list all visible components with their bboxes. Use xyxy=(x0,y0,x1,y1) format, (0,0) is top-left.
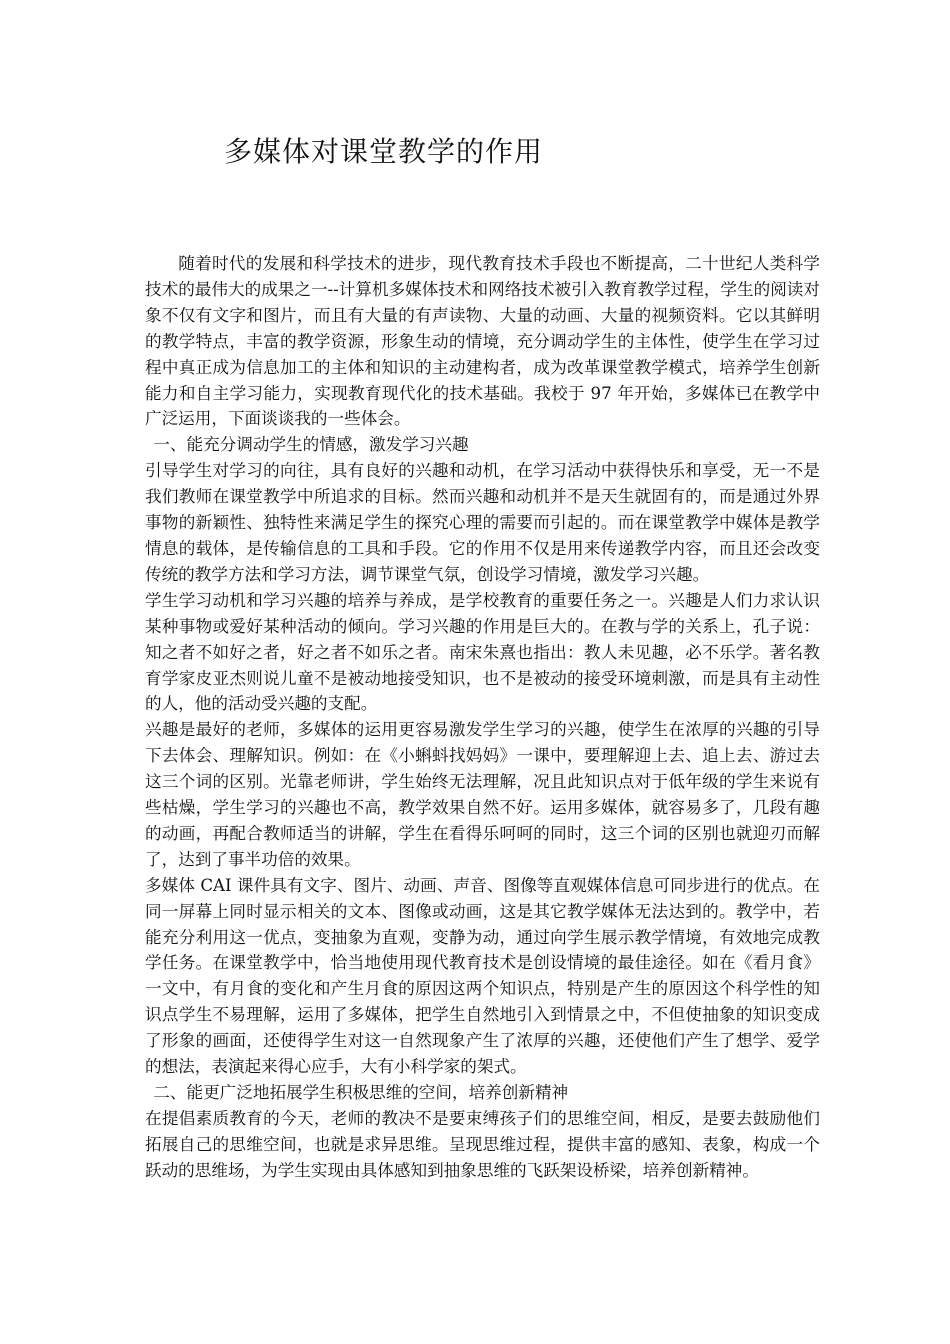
body-paragraph: 在提倡素质教育的今天，老师的教决不是要束缚孩子们的思维空间，相反，是要去鼓励他们拓展自己的思维空间，也就是求异思维。呈现思维过程，提供丰富的感知、表象，构成一个跃动的思维场，为学生实现由具体感知到抽象思维的飞跃架设桥梁，培养创新精神。 xyxy=(145,1108,820,1180)
document-title: 多媒体对课堂教学的作用 xyxy=(224,135,544,168)
body-paragraph: 多媒体 CAI 课件具有文字、图片、动画、声音、图像等直观媒体信息可同步进行的优点。在同一屏幕上同时显示相关的文本、图像或动画，这是其它教学媒体无法达到的。教学中，若能充分利用这一优点，变抽象为直观，变静为动，通过向学生展示教学情境，有效地完成教学任务。在课堂教学中，恰当地使用现代教育技术是创设情境的最佳途径。如在《看月食》一文中，有月食的变化和产生月食的原因这两个知识点，特别是产生的原因这个科学性的知识点学生不易理解，运用了多媒体，把学生自然地引入到情景之中，不但使抽象的知识变成了形象的画面，还使得学生对这一自然现象产生了浓厚的兴趣，还使他们产生了想学、爱学的想法，表演起来得心应手，大有小科学家的架式。 xyxy=(145,875,820,1077)
body-paragraph: 学生学习动机和学习兴趣的培养与养成，是学校教育的重要任务之一。兴趣是人们力求认识某种事物或爱好某种活动的倾向。学习兴趣的作用是巨大的。在教与学的关系上，孔子说：知之者不如好之者，好之者不如乐之者。南宋朱熹也指出：教人未见趣，必不乐学。著名教育学家皮亚杰则说儿童不是被动地接受知识，也不是被动的接受环境刺激，而是具有主动性的人，他的活动受兴趣的支配。 xyxy=(145,590,820,714)
document-body xyxy=(145,251,820,1184)
intro-paragraph: 随着时代的发展和科学技术的进步，现代教育技术手段也不断提高，二十世纪人类科学技术的最伟大的成果之一--计算机多媒体技术和网络技术被引入教育教学过程，学生的阅读对象不仅有文字和图片，而且有大量的有声读物、大量的动画、大量的视频资料。它以其鲜明的教学特点，丰富的教学资源，形象生动的情境，充分调动学生的主体性，使学生在学习过程中真正成为信息加工的主体和知识的主动建构者，成为改革课堂教学模式，培养学生创新能力和自主学习能力，实现教育现代化的技术基础。我校于 97 年开始，多媒体已在教学中广泛运用，下面谈谈我的一些体会。 xyxy=(145,254,820,429)
body-paragraph: 引导学生对学习的向往，具有良好的兴趣和动机，在学习活动中获得快乐和享受，无一不是我们教师在课堂教学中所追求的目标。然而兴趣和动机并不是天生就固有的，而是通过外界事物的新颖性、独特性来满足学生的探究心理的需要而引起的。而在课堂教学中媒体是教学情息的载体，是传输信息的工具和手段。它的作用不仅是用来传递教学内容，而且还会改变传统的教学方法和学习方法，调节课堂气氛，创设学习情境，激发学习兴趣。 xyxy=(145,461,820,584)
body-paragraph: 兴趣是最好的老师，多媒体的运用更容易激发学生学习的兴趣，使学生在浓厚的兴趣的引导下去体会、理解知识。例如：在《小蝌蚪找妈妈》一课中，要理解迎上去、追上去、游过去这三个词的区别。光靠老师讲，学生始终无法理解，况且此知识点对于低年级的学生来说有些枯燥，学生学习的兴趣也不高，教学效果自然不好。运用多媒体，就容易多了，几段有趣的动画，再配合教师适当的讲解，学生在看得乐呵呵的同时，这三个词的区别也就迎刃而解了，达到了事半功倍的效果。 xyxy=(145,720,820,869)
section-heading-2: 二、能更广泛地拓展学生积极思维的空间，培养创新精神 xyxy=(153,1083,569,1102)
section-heading-1: 一、能充分调动学生的情感，激发学习兴趣 xyxy=(153,435,469,455)
